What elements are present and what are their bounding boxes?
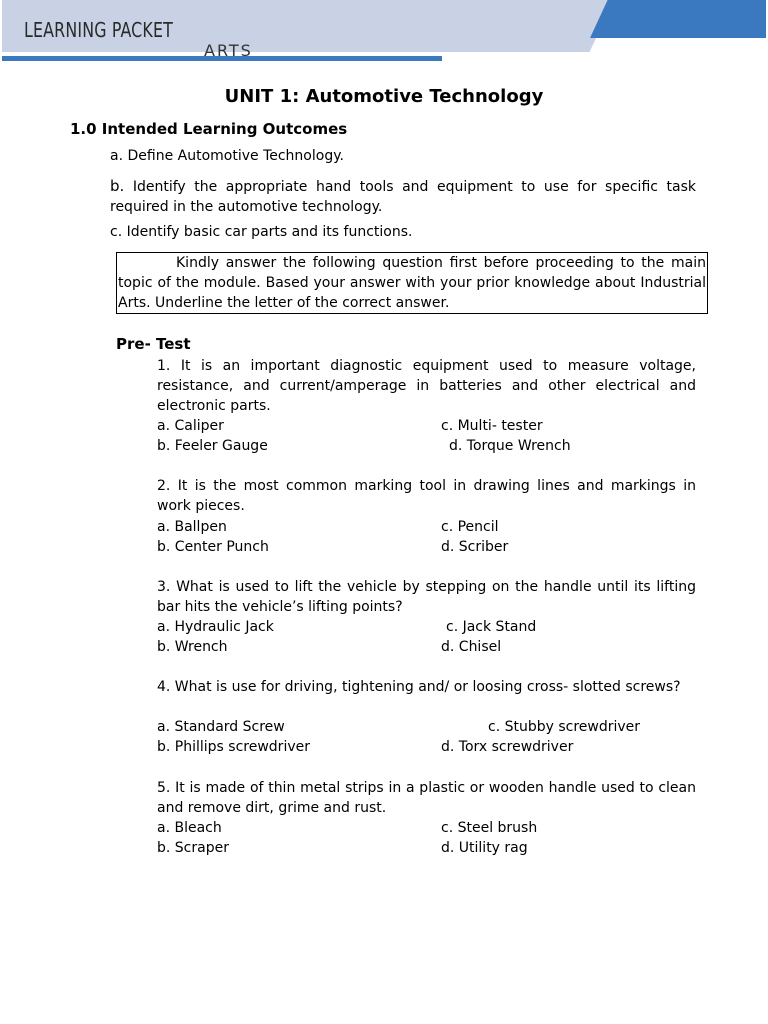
question-1: 1. It is an important diagnostic equipment used to measure voltage, resistance, and current/amperage in batteries and other electrical and electronic parts. (157, 358, 696, 414)
q2-option-a: a. Ballpen (157, 519, 227, 535)
outcome-b-text: Identify the appropriate hand tools and equipment to use for specific task required in the automotive technology. (110, 179, 696, 215)
header-underline (2, 56, 442, 61)
q3-option-a: a. Hydraulic Jack (157, 619, 274, 635)
q1-option-c: c. Multi- tester (441, 418, 543, 434)
q4-option-c: c. Stubby screwdriver (488, 719, 641, 735)
q3-option-d: d. Chisel (441, 639, 502, 655)
outcomes-heading: 1.0 Intended Learning Outcomes (70, 120, 348, 138)
header-accent (590, 0, 766, 38)
pretest-heading: Pre- Test (116, 335, 191, 353)
q5-option-a: a. Bleach (157, 820, 222, 836)
q5-option-c: c. Steel brush (441, 820, 538, 836)
header-ghost-text: ARTS (204, 44, 253, 56)
question-3: 3. What is used to lift the vehicle by stepping on the handle until its lifting bar hits the vehicle’s lifting points? (157, 579, 696, 615)
q3-option-c: c. Jack Stand (446, 619, 537, 635)
q1-option-d: d. Torque Wrench (449, 438, 571, 454)
outcome-b (110, 176, 696, 217)
instruction-text: Kindly answer the following question first before proceeding to the main topic of the module. Based your answer with your prior knowledge about Industrial Arts. Underline the letter of the correct answer. (118, 255, 706, 311)
outcome-c: c. Identify basic car parts and its functions. (110, 224, 413, 240)
q4-option-b: b. Phillips screwdriver (157, 739, 310, 755)
instruction-box (116, 252, 708, 314)
q5-option-b: b. Scraper (157, 840, 229, 856)
q2-option-b: b. Center Punch (157, 539, 269, 555)
unit-title: UNIT 1: Automotive Technology (224, 86, 544, 107)
q3-option-b: b. Wrench (157, 639, 228, 655)
q2-option-c: c. Pencil (441, 519, 499, 535)
outcome-a: a. Define Automotive Technology. (110, 148, 344, 164)
q5-option-d: d. Utility rag (441, 840, 528, 856)
question-5: 5. It is made of thin metal strips in a plastic or wooden handle used to clean and remove dirt, grime and rust. (157, 780, 696, 816)
q4-option-d: d. Torx screwdriver (441, 739, 574, 755)
q4-option-a: a. Standard Screw (157, 719, 285, 735)
q2-option-d: d. Scriber (441, 539, 509, 555)
question-4: 4. What is use for driving, tightening and/ or loosing cross- slotted screws? (157, 679, 681, 695)
outcome-b-letter: b. (110, 177, 125, 195)
q1-option-b: b. Feeler Gauge (157, 438, 268, 454)
brand-title: LEARNING PACKET (24, 18, 173, 42)
q1-option-a: a. Caliper (157, 418, 224, 434)
question-2: 2. It is the most common marking tool in drawing lines and markings in work pieces. (157, 478, 696, 514)
